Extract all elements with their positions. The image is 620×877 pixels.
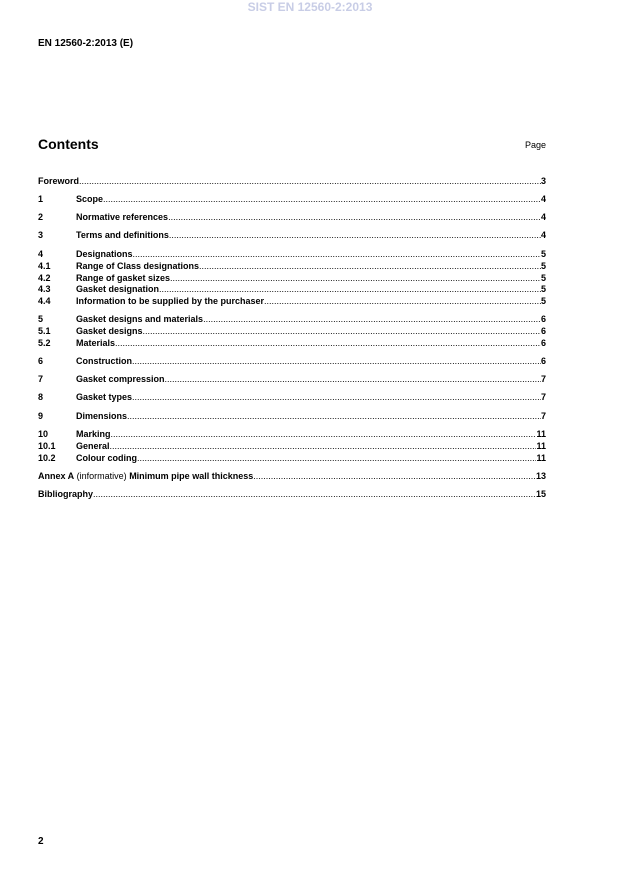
toc-entry-1[interactable] xyxy=(38,194,546,205)
toc-entry-title: Foreword xyxy=(38,176,80,186)
toc-entry-number: 5.1 xyxy=(38,326,51,336)
toc-entry-title: Dimensions xyxy=(76,411,128,421)
toc-entry-page: 7 xyxy=(540,392,546,402)
toc-entry-10[interactable] xyxy=(38,429,546,440)
toc-entry-foreword[interactable] xyxy=(38,176,546,187)
toc-entry-page: 6 xyxy=(540,314,546,324)
annex-label: Annex A xyxy=(38,471,75,481)
dot-leader xyxy=(132,392,541,403)
toc-entry-page: 3 xyxy=(540,176,546,186)
dot-leader xyxy=(199,261,541,272)
toc-entry-title: Range of gasket sizes xyxy=(76,273,171,283)
document-id: EN 12560-2:2013 (E) xyxy=(38,38,134,49)
contents-heading: Contents xyxy=(38,136,99,152)
toc-entry-5-1[interactable] xyxy=(38,326,546,337)
toc-entry-annex-a[interactable] xyxy=(38,471,546,482)
toc-entry-page: 6 xyxy=(540,356,546,366)
toc-entry-bibliography[interactable] xyxy=(38,489,546,500)
toc-entry-title xyxy=(38,471,253,482)
toc-entry-title: Bibliography xyxy=(38,489,94,499)
dot-leader xyxy=(168,212,541,223)
toc-entry-number: 7 xyxy=(38,374,44,384)
toc-entry-number: 10.2 xyxy=(38,453,56,463)
toc-entry-page: 4 xyxy=(540,194,546,204)
dot-leader xyxy=(103,194,541,205)
toc-entry-title: Marking xyxy=(76,429,111,439)
dot-leader xyxy=(170,273,541,284)
watermark: SIST EN 12560-2:2013 xyxy=(247,0,373,14)
toc-entry-10-1[interactable] xyxy=(38,441,546,452)
toc-entry-number: 10.1 xyxy=(38,441,56,451)
toc-entry-title: Gasket designs and materials xyxy=(76,314,204,324)
toc-entry-title: Gasket designs xyxy=(76,326,143,336)
dot-leader xyxy=(143,326,541,337)
toc-entry-9[interactable] xyxy=(38,411,546,422)
dot-leader xyxy=(165,374,541,385)
annex-title: Minimum pipe wall thickness xyxy=(129,471,254,481)
dot-leader xyxy=(159,284,541,295)
toc-entry-page: 5 xyxy=(540,296,546,306)
toc-entry-title: Gasket compression xyxy=(76,374,165,384)
dot-leader xyxy=(137,453,536,464)
toc-entry-4-3[interactable] xyxy=(38,284,546,295)
dot-leader xyxy=(133,249,541,260)
toc-entry-title: Terms and definitions xyxy=(76,230,169,240)
toc-entry-title: Scope xyxy=(76,194,104,204)
toc-entry-title: Colour coding xyxy=(76,453,137,463)
dot-leader xyxy=(253,471,536,482)
toc-entry-page: 11 xyxy=(536,429,546,439)
toc-entry-4-2[interactable] xyxy=(38,273,546,284)
toc-entry-title: Designations xyxy=(76,249,133,259)
toc-entry-3[interactable] xyxy=(38,230,546,241)
toc-entry-title: Materials xyxy=(76,338,116,348)
toc-entry-number: 6 xyxy=(38,356,44,366)
toc-entry-number: 10 xyxy=(38,429,49,439)
page-column-label: Page xyxy=(524,140,546,150)
toc-entry-number: 5.2 xyxy=(38,338,51,348)
toc-entry-page: 15 xyxy=(535,489,546,499)
dot-leader xyxy=(127,411,541,422)
toc-entry-number: 3 xyxy=(38,230,44,240)
dot-leader xyxy=(264,296,541,307)
toc-entry-page: 6 xyxy=(540,338,546,348)
toc-entry-5-2[interactable] xyxy=(38,338,546,349)
dot-leader xyxy=(111,429,537,440)
toc-entry-page: 13 xyxy=(535,471,546,481)
toc-entry-page: 5 xyxy=(540,273,546,283)
toc-entry-6[interactable] xyxy=(38,356,546,367)
toc-entry-number: 4.3 xyxy=(38,284,51,294)
toc-entry-10-2[interactable] xyxy=(38,453,546,464)
toc-entry-page: 11 xyxy=(536,453,546,463)
dot-leader xyxy=(132,356,541,367)
toc-entry-number: 9 xyxy=(38,411,44,421)
toc-entry-4[interactable] xyxy=(38,249,546,260)
toc-entry-title: General xyxy=(76,441,110,451)
annex-note: (informative) xyxy=(74,471,130,481)
toc-entry-number: 4.2 xyxy=(38,273,51,283)
dot-leader xyxy=(110,441,537,452)
toc-entry-page: 6 xyxy=(540,326,546,336)
toc-entry-page: 5 xyxy=(540,284,546,294)
toc-entry-title: Gasket types xyxy=(76,392,133,402)
toc-entry-number: 8 xyxy=(38,392,44,402)
toc-entry-title: Range of Class designations xyxy=(76,261,200,271)
toc-entry-number: 2 xyxy=(38,212,44,222)
toc-entry-page: 5 xyxy=(540,261,546,271)
page-number: 2 xyxy=(38,836,44,847)
toc-entry-8[interactable] xyxy=(38,392,546,403)
dot-leader xyxy=(93,489,536,500)
toc-entry-number: 4.4 xyxy=(38,296,51,306)
toc-entry-page: 11 xyxy=(536,441,546,451)
toc-entry-page: 5 xyxy=(540,249,546,259)
toc-entry-number: 4.1 xyxy=(38,261,51,271)
toc-entry-7[interactable] xyxy=(38,374,546,385)
toc-entry-page: 4 xyxy=(540,230,546,240)
toc-entry-number: 1 xyxy=(38,194,44,204)
dot-leader xyxy=(115,338,541,349)
dot-leader xyxy=(169,230,541,241)
toc-entry-5[interactable] xyxy=(38,314,546,325)
toc-entry-title: Gasket designation xyxy=(76,284,160,294)
toc-entry-title: Normative references xyxy=(76,212,169,222)
toc-entry-title: Information to be supplied by the purchaser xyxy=(76,296,265,306)
toc-entry-page: 4 xyxy=(540,212,546,222)
dot-leader xyxy=(79,176,541,187)
toc-entry-title: Construction xyxy=(76,356,132,366)
toc-entry-page: 7 xyxy=(540,374,546,384)
toc-entry-4-4[interactable] xyxy=(38,296,546,307)
toc-entry-2[interactable] xyxy=(38,212,546,223)
toc-entry-page: 7 xyxy=(540,411,546,421)
toc-entry-number: 5 xyxy=(38,314,44,324)
toc-entry-number: 4 xyxy=(38,249,44,259)
dot-leader xyxy=(203,314,541,325)
toc-entry-4-1[interactable] xyxy=(38,261,546,272)
